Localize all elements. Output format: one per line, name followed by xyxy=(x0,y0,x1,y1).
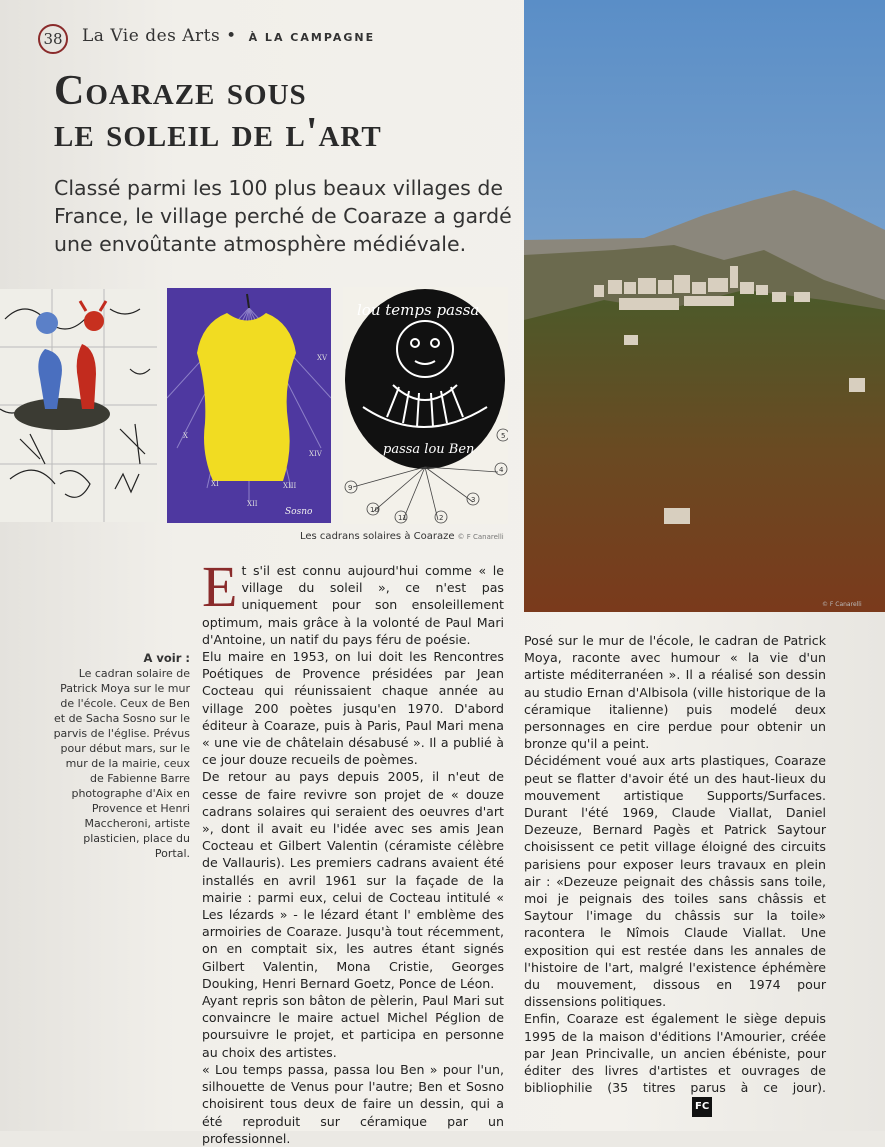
paragraph-1: Et s'il est connu aujourd'hui comme « le village du soleil », ce n'est pas uniquement pour son ensoleillement optimum, mais grâce à la volonté de Paul Mari d'Antoine, un natif du pays féru de poésie. xyxy=(202,554,504,647)
svg-text:XIV: XIV xyxy=(309,450,322,458)
article-title xyxy=(54,70,514,154)
svg-text:XII: XII xyxy=(247,500,258,508)
page-number-badge: 38 xyxy=(38,24,68,54)
article-lead: Classé parmi les 100 plus beaux villages de France, le village perché de Coaraze a gardé une envoûtante atmosphère médiévale. xyxy=(54,176,512,256)
ben-text-top: lou temps passa xyxy=(357,301,480,319)
drop-cap: E xyxy=(202,554,238,619)
svg-text:10: 10 xyxy=(370,506,379,514)
ben-text-bottom: passa lou Ben xyxy=(383,442,475,457)
svg-text:4: 4 xyxy=(499,466,504,474)
sundial-moya-image xyxy=(0,289,157,522)
sundial-ben-image xyxy=(343,287,508,524)
svg-text:2: 2 xyxy=(439,514,444,522)
paragraph-6: Posé sur le mur de l'école, le cadran de Patrick Moya, raconte avec humour « la vie d'un artiste méditerranéen ». Il a réalisé son dessin au studio Ernan d'Albisola (ville historique de la céramique italienne) puis modelé deux personnages en cire perdue pour obtenir un bronze qu'il a peint. xyxy=(524,633,826,752)
body-column-1 xyxy=(202,554,504,1147)
svg-text:X: X xyxy=(183,432,188,440)
paragraph-2: Elu maire en 1953, on lui doit les Rencontres Poétiques de Provence présidées par Jean Cocteau qui réunissaient chaque année au village 200 poètes jusqu'en 1970. D'abord éditeur à Coaraze, puis à Paris, Paul Mari mena « une vie de châtelain désabusé ». Il a publié à ce jour douze recueils de poèmes. xyxy=(202,649,504,768)
section-name: À LA CAMPAGNE xyxy=(248,31,376,44)
sidebar-a-voir xyxy=(52,651,190,861)
sosno-signature: Sosno xyxy=(285,507,313,517)
svg-text:XV: XV xyxy=(317,354,328,362)
svg-text:3: 3 xyxy=(471,496,476,504)
illustrations-caption: Les cadrans solaires à Coaraze © F Canarelli xyxy=(300,531,504,542)
sidebar-text: Le cadran solaire de Patrick Moya sur le mur de l'école. Ceux de Ben et de Sacha Sosno sur le parvis de l'église. Prévus pour début mars, sur le mur de la mairie, ceux de Fabienne Barre photographe d'Aix en Provence et Henri Maccheroni, artiste plasticien, place du Portal. xyxy=(53,667,190,860)
magazine-name: La Vie des Arts xyxy=(82,26,221,46)
paragraph-8: Enfin, Coaraze est également le siège depuis 1995 de la maison d'éditions l'Amourier, créée par Jean Princivalle, un ancien ébéniste, pour éditer des livres d'artistes et ouvrages de bibliophilie (35 titres parus à ce jour).FC xyxy=(524,1010,826,1116)
paragraph-5: « Lou temps passa, passa lou Ben » pour l'un, silhouette de Venus pour l'autre; Ben et Sosno choisirent tous deux de faire un dessin, qui a été reproduit sur céramique par un professionnel. xyxy=(202,1061,504,1146)
running-header xyxy=(82,26,375,46)
photo-credit: © F Canarelli xyxy=(822,601,862,608)
caption-credit: © F Canarelli xyxy=(457,533,504,541)
author-initials: FC xyxy=(692,1097,712,1116)
svg-text:5: 5 xyxy=(501,432,506,440)
paragraph-3: De retour au pays depuis 2005, il n'eut de cesse de faire revivre son projet de « douze cadrans solaires qui seraient des oeuvres d'art », dont il avait eu l'idée avec ses amis Jean Cocteau et Gilbert Valentin (céramiste célèbre de Vallauris). Les premiers cadrans avaient été installés en avril 1961 sur la façade de la mairie : parmi eux, celui de Cocteau intitulé « Les lézards » - le lézard étant l' emblème des armoiries de Coaraze. Jusqu'à tout récemment, on en comptait six, les autres étant signés Gilbert Valentin, Mona Cristie, Georges Douking, Henri Bernard Goetz, Ponce de Léon. xyxy=(202,769,504,991)
coaraze-village-photo xyxy=(524,0,885,612)
svg-text:11: 11 xyxy=(398,514,407,522)
body-column-2 xyxy=(524,632,826,1117)
svg-text:XI: XI xyxy=(211,480,219,488)
paragraph-4: Ayant repris son bâton de pèlerin, Paul Mari sut convaincre le maire actuel Michel Péglion de poursuivre le projet, et participa en personne au choix des artistes. xyxy=(202,993,504,1060)
paragraph-7: Décidément voué aux arts plastiques, Coaraze peut se flatter d'avoir été un des haut-lieux du mouvement artistique Supports/Surfaces. Durant l'été 1969, Claude Viallat, Daniel Dezeuze, Bernard Pagès et Patrick Saytour choisissent ce petit village éloigné des circuits parisiens pour exposer leurs travaux en plein air : «Dezeuze peignait des châssis sans toile, moi je peignais des toiles sans châssis et Saytour l'image du châssis sur la toile» racontera le Nîmois Claude Viallat. Une exposition qui est restée dans les annales de l'histoire de l'art, malgré l'existence éphémère du mouvement, dissous en 1974 pour dissensions politiques. xyxy=(524,753,826,1010)
sundial-sosno-image xyxy=(167,288,331,523)
header-separator: • xyxy=(226,26,237,46)
title-line-2: le soleil de l'art xyxy=(54,110,382,156)
title-line-1: Coaraze sous xyxy=(54,68,307,114)
svg-text:9: 9 xyxy=(348,484,353,492)
sidebar-heading: A voir : xyxy=(143,651,190,665)
svg-text:XIII: XIII xyxy=(283,482,297,490)
